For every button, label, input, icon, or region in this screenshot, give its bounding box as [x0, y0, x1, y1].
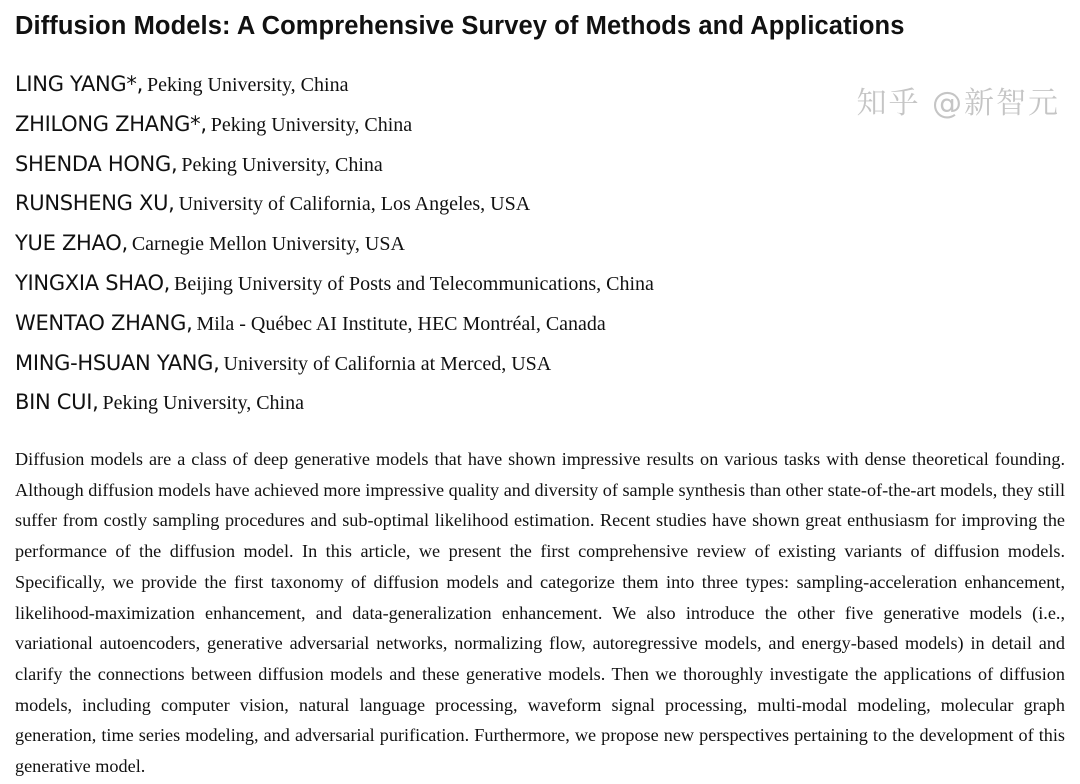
author-name: LING YANG*,	[15, 72, 143, 96]
author-entry	[15, 112, 654, 152]
watermark: 知乎 @新智元	[856, 86, 1060, 121]
author-entry	[15, 311, 654, 351]
author-name: WENTAO ZHANG,	[15, 310, 193, 335]
author-list	[15, 72, 654, 430]
author-entry	[15, 390, 654, 430]
author-affiliation: Beijing University of Posts and Telecommunications, China	[174, 272, 654, 295]
author-name: MING-HSUAN YANG,	[15, 350, 220, 375]
abstract: Diffusion models are a class of deep generative models that have shown impressive results on various tasks with dense theoretical founding. Although diffusion models have achieved more impressive quality and diversity of sample synthesis than other state-of-the-art models, they still suffer from costly sampling procedures and sub-optimal likelihood estimation. Recent studies have shown great enthusiasm for improving the performance of the diffusion model. In this article, we present the first comprehensive review of existing variants of diffusion models. Specifically, we provide the first taxonomy of diffusion models and categorize them into three types: sampling-acceleration enhancement, likelihood-maximization enhancement, and data-generalization enhancement. We also introduce the other five generative models (i.e., variational autoencoders, generative adversarial networks, normalizing flow, autoregressive models, and energy-based models) in detail and clarify the connections between diffusion models and these generative models. Then we thoroughly investigate the applications of diffusion models, including computer vision, natural language processing, waveform signal processing, multi-modal modeling, molecular graph generation, time series modeling, and adversarial purification. Furthermore, we propose new perspectives pertaining to the development of this generative model.	[15, 449, 1065, 777]
author-entry	[15, 72, 654, 112]
author-entry	[15, 231, 654, 271]
author-name: RUNSHENG XU,	[15, 191, 175, 216]
author-name: ZHILONG ZHANG*,	[15, 111, 207, 136]
author-name: SHENDA HONG,	[15, 151, 178, 176]
author-entry	[15, 191, 654, 231]
author-affiliation: Peking University, China	[210, 113, 413, 136]
author-affiliation: Peking University, China	[146, 74, 349, 96]
author-affiliation: Peking University, China	[102, 392, 304, 415]
author-name: YUE ZHAO,	[15, 231, 128, 256]
paper-title: Diffusion Models: A Comprehensive Survey of Methods and Applications	[15, 12, 905, 40]
author-affiliation: University of California at Merced, USA	[223, 352, 552, 375]
author-entry	[15, 271, 654, 311]
author-entry	[15, 152, 654, 192]
author-affiliation: Peking University, China	[181, 153, 383, 176]
author-entry	[15, 351, 654, 391]
author-affiliation: Carnegie Mellon University, USA	[131, 233, 405, 256]
author-name: BIN CUI,	[15, 390, 99, 415]
author-affiliation: Mila - Québec AI Institute, HEC Montréal, Canada	[196, 312, 606, 335]
author-name: YINGXIA SHAO,	[15, 270, 171, 295]
author-affiliation: University of California, Los Angeles, USA	[178, 193, 531, 216]
